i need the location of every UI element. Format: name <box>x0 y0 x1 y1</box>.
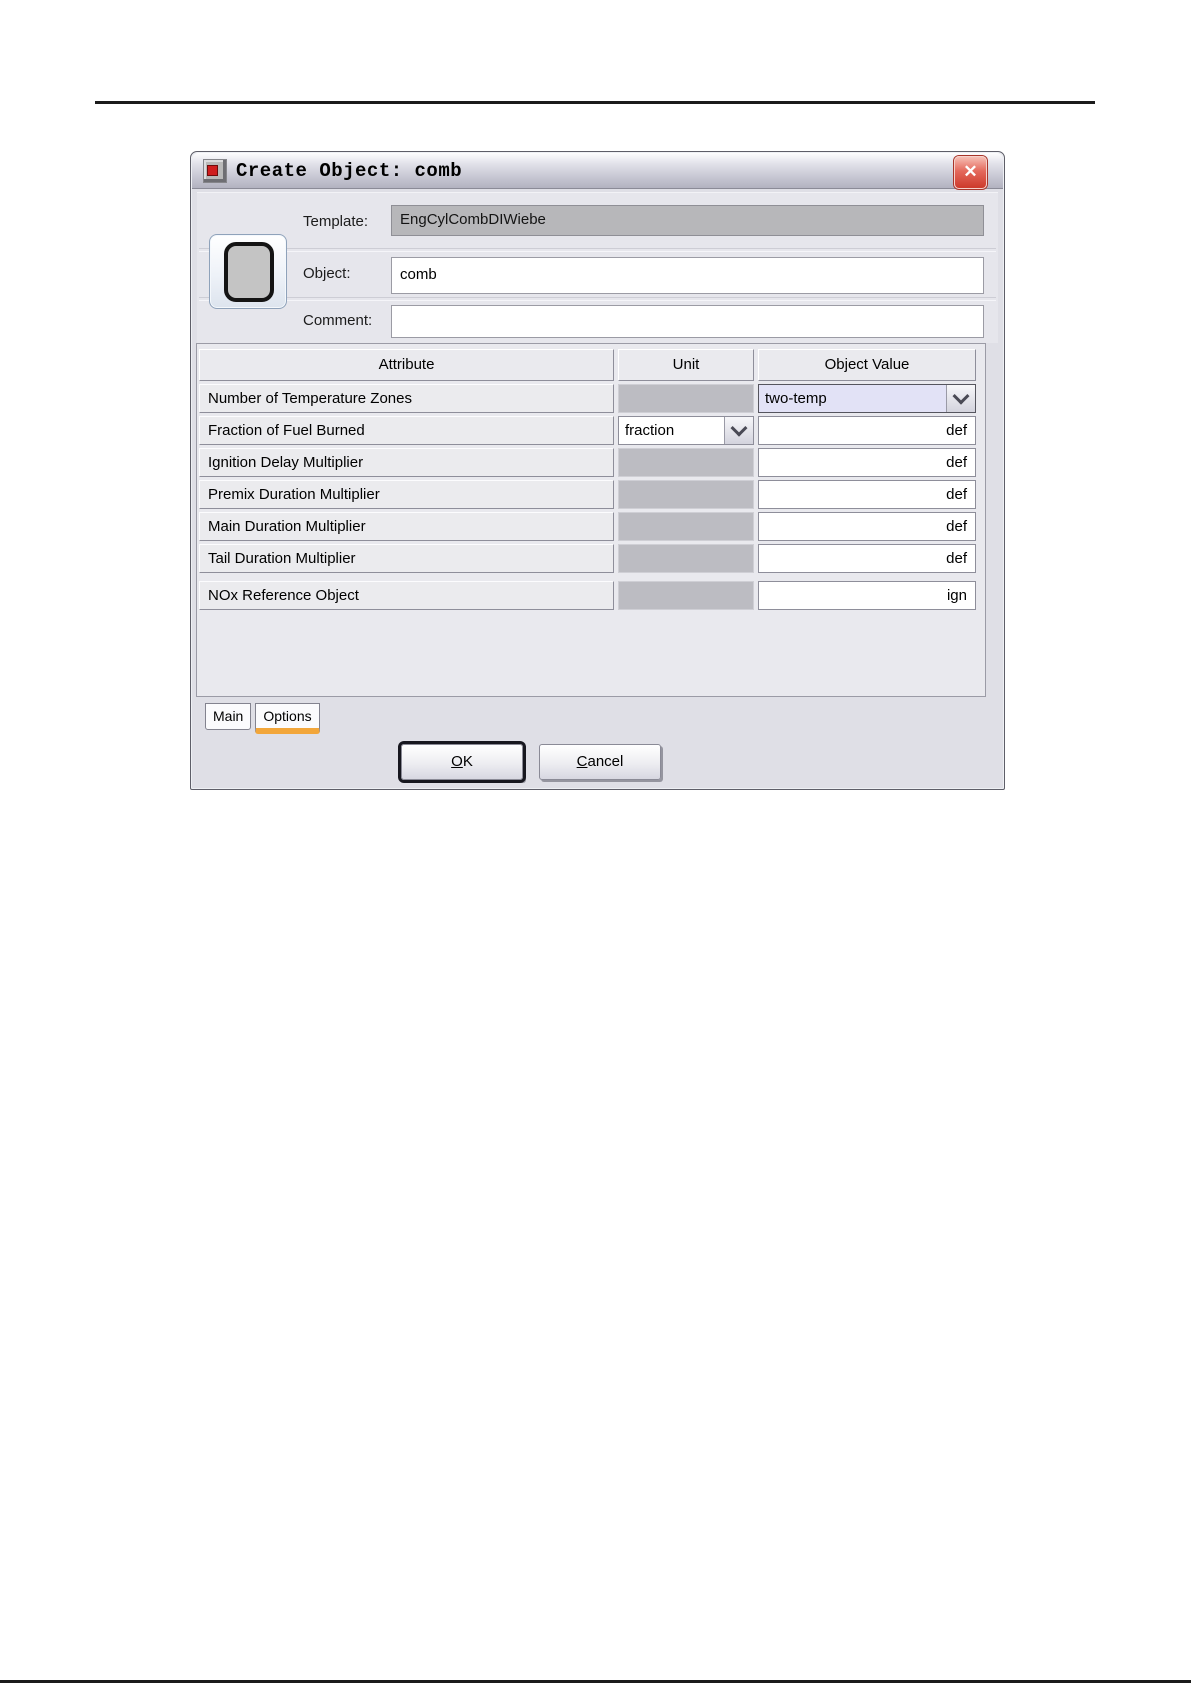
window-icon-red-square <box>207 165 218 176</box>
comment-input[interactable] <box>391 305 984 338</box>
unit-cell-disabled <box>618 544 754 573</box>
window-icon <box>203 159 227 183</box>
table-row <box>199 512 985 541</box>
cancel-button-mnemonic: C <box>576 753 588 770</box>
attribute-cell[interactable]: Number of Temperature Zones <box>199 384 614 413</box>
unit-dropdown-text: fraction <box>625 422 675 439</box>
table-row <box>199 416 985 445</box>
attribute-cell[interactable]: Premix Duration Multiplier <box>199 480 614 509</box>
chevron-down-icon <box>731 419 748 436</box>
object-input[interactable] <box>391 257 984 294</box>
field-separator <box>199 248 996 252</box>
template-icon-button[interactable] <box>209 234 287 309</box>
tab-main[interactable]: Main <box>205 703 251 730</box>
value-dropdown-text: two-temp <box>765 390 827 407</box>
table-header-row <box>199 349 985 381</box>
object-value: comb <box>400 266 437 283</box>
table-row <box>199 581 985 610</box>
dropdown-chevron-icon[interactable] <box>946 385 975 412</box>
close-icon: ✕ <box>963 162 978 181</box>
dialog-title: Create Object: comb <box>236 159 463 182</box>
object-label: Object: <box>303 265 351 282</box>
template-field <box>391 205 984 236</box>
header-attribute: Attribute <box>199 349 614 381</box>
value-cell[interactable]: ign <box>758 581 976 610</box>
value-cell[interactable]: def <box>758 448 976 477</box>
close-button[interactable] <box>954 156 987 189</box>
value-cell[interactable]: def <box>758 544 976 573</box>
object-fields-section <box>197 192 998 343</box>
attribute-cell[interactable]: Main Duration Multiplier <box>199 512 614 541</box>
table-row <box>199 384 985 413</box>
unit-cell-disabled <box>618 581 754 610</box>
ok-button-label: K <box>462 753 473 770</box>
table-row <box>199 448 985 477</box>
page-bottom-rule <box>0 1680 1191 1683</box>
comment-label: Comment: <box>303 312 373 329</box>
attribute-cell[interactable]: NOx Reference Object <box>199 581 614 610</box>
unit-cell-disabled <box>618 448 754 477</box>
cancel-button-label: ancel <box>587 753 624 770</box>
attribute-cell[interactable]: Tail Duration Multiplier <box>199 544 614 573</box>
field-separator <box>199 297 996 301</box>
value-cell[interactable]: def <box>758 512 976 541</box>
comment-value <box>392 306 983 311</box>
template-value: EngCylCombDIWiebe <box>400 211 546 228</box>
value-cell[interactable]: def <box>758 416 976 445</box>
table-row <box>199 544 985 573</box>
dialog-titlebar[interactable] <box>192 153 1003 189</box>
unit-cell-disabled <box>618 384 754 413</box>
value-dropdown[interactable] <box>758 384 976 413</box>
header-object-value: Object Value <box>758 349 976 381</box>
dialog-buttons <box>401 744 661 780</box>
cancel-button[interactable] <box>539 744 661 780</box>
template-label: Template: <box>303 213 369 230</box>
attribute-cell[interactable]: Fraction of Fuel Burned <box>199 416 614 445</box>
create-object-dialog <box>190 151 1005 790</box>
attribute-cell[interactable]: Ignition Delay Multiplier <box>199 448 614 477</box>
table-row <box>199 480 985 509</box>
attribute-table <box>196 343 986 697</box>
dropdown-chevron-icon[interactable] <box>724 417 753 444</box>
unit-cell-disabled <box>618 512 754 541</box>
chevron-down-icon <box>953 387 970 404</box>
template-shape-icon <box>224 242 274 302</box>
ok-button[interactable] <box>401 744 523 780</box>
unit-cell-disabled <box>618 480 754 509</box>
tab-options[interactable]: Options <box>255 703 319 734</box>
bottom-tabs <box>205 703 320 734</box>
ok-button-mnemonic: O <box>451 753 463 770</box>
unit-dropdown[interactable] <box>618 416 754 445</box>
page-top-rule <box>95 101 1095 104</box>
value-cell[interactable]: def <box>758 480 976 509</box>
header-unit: Unit <box>618 349 754 381</box>
